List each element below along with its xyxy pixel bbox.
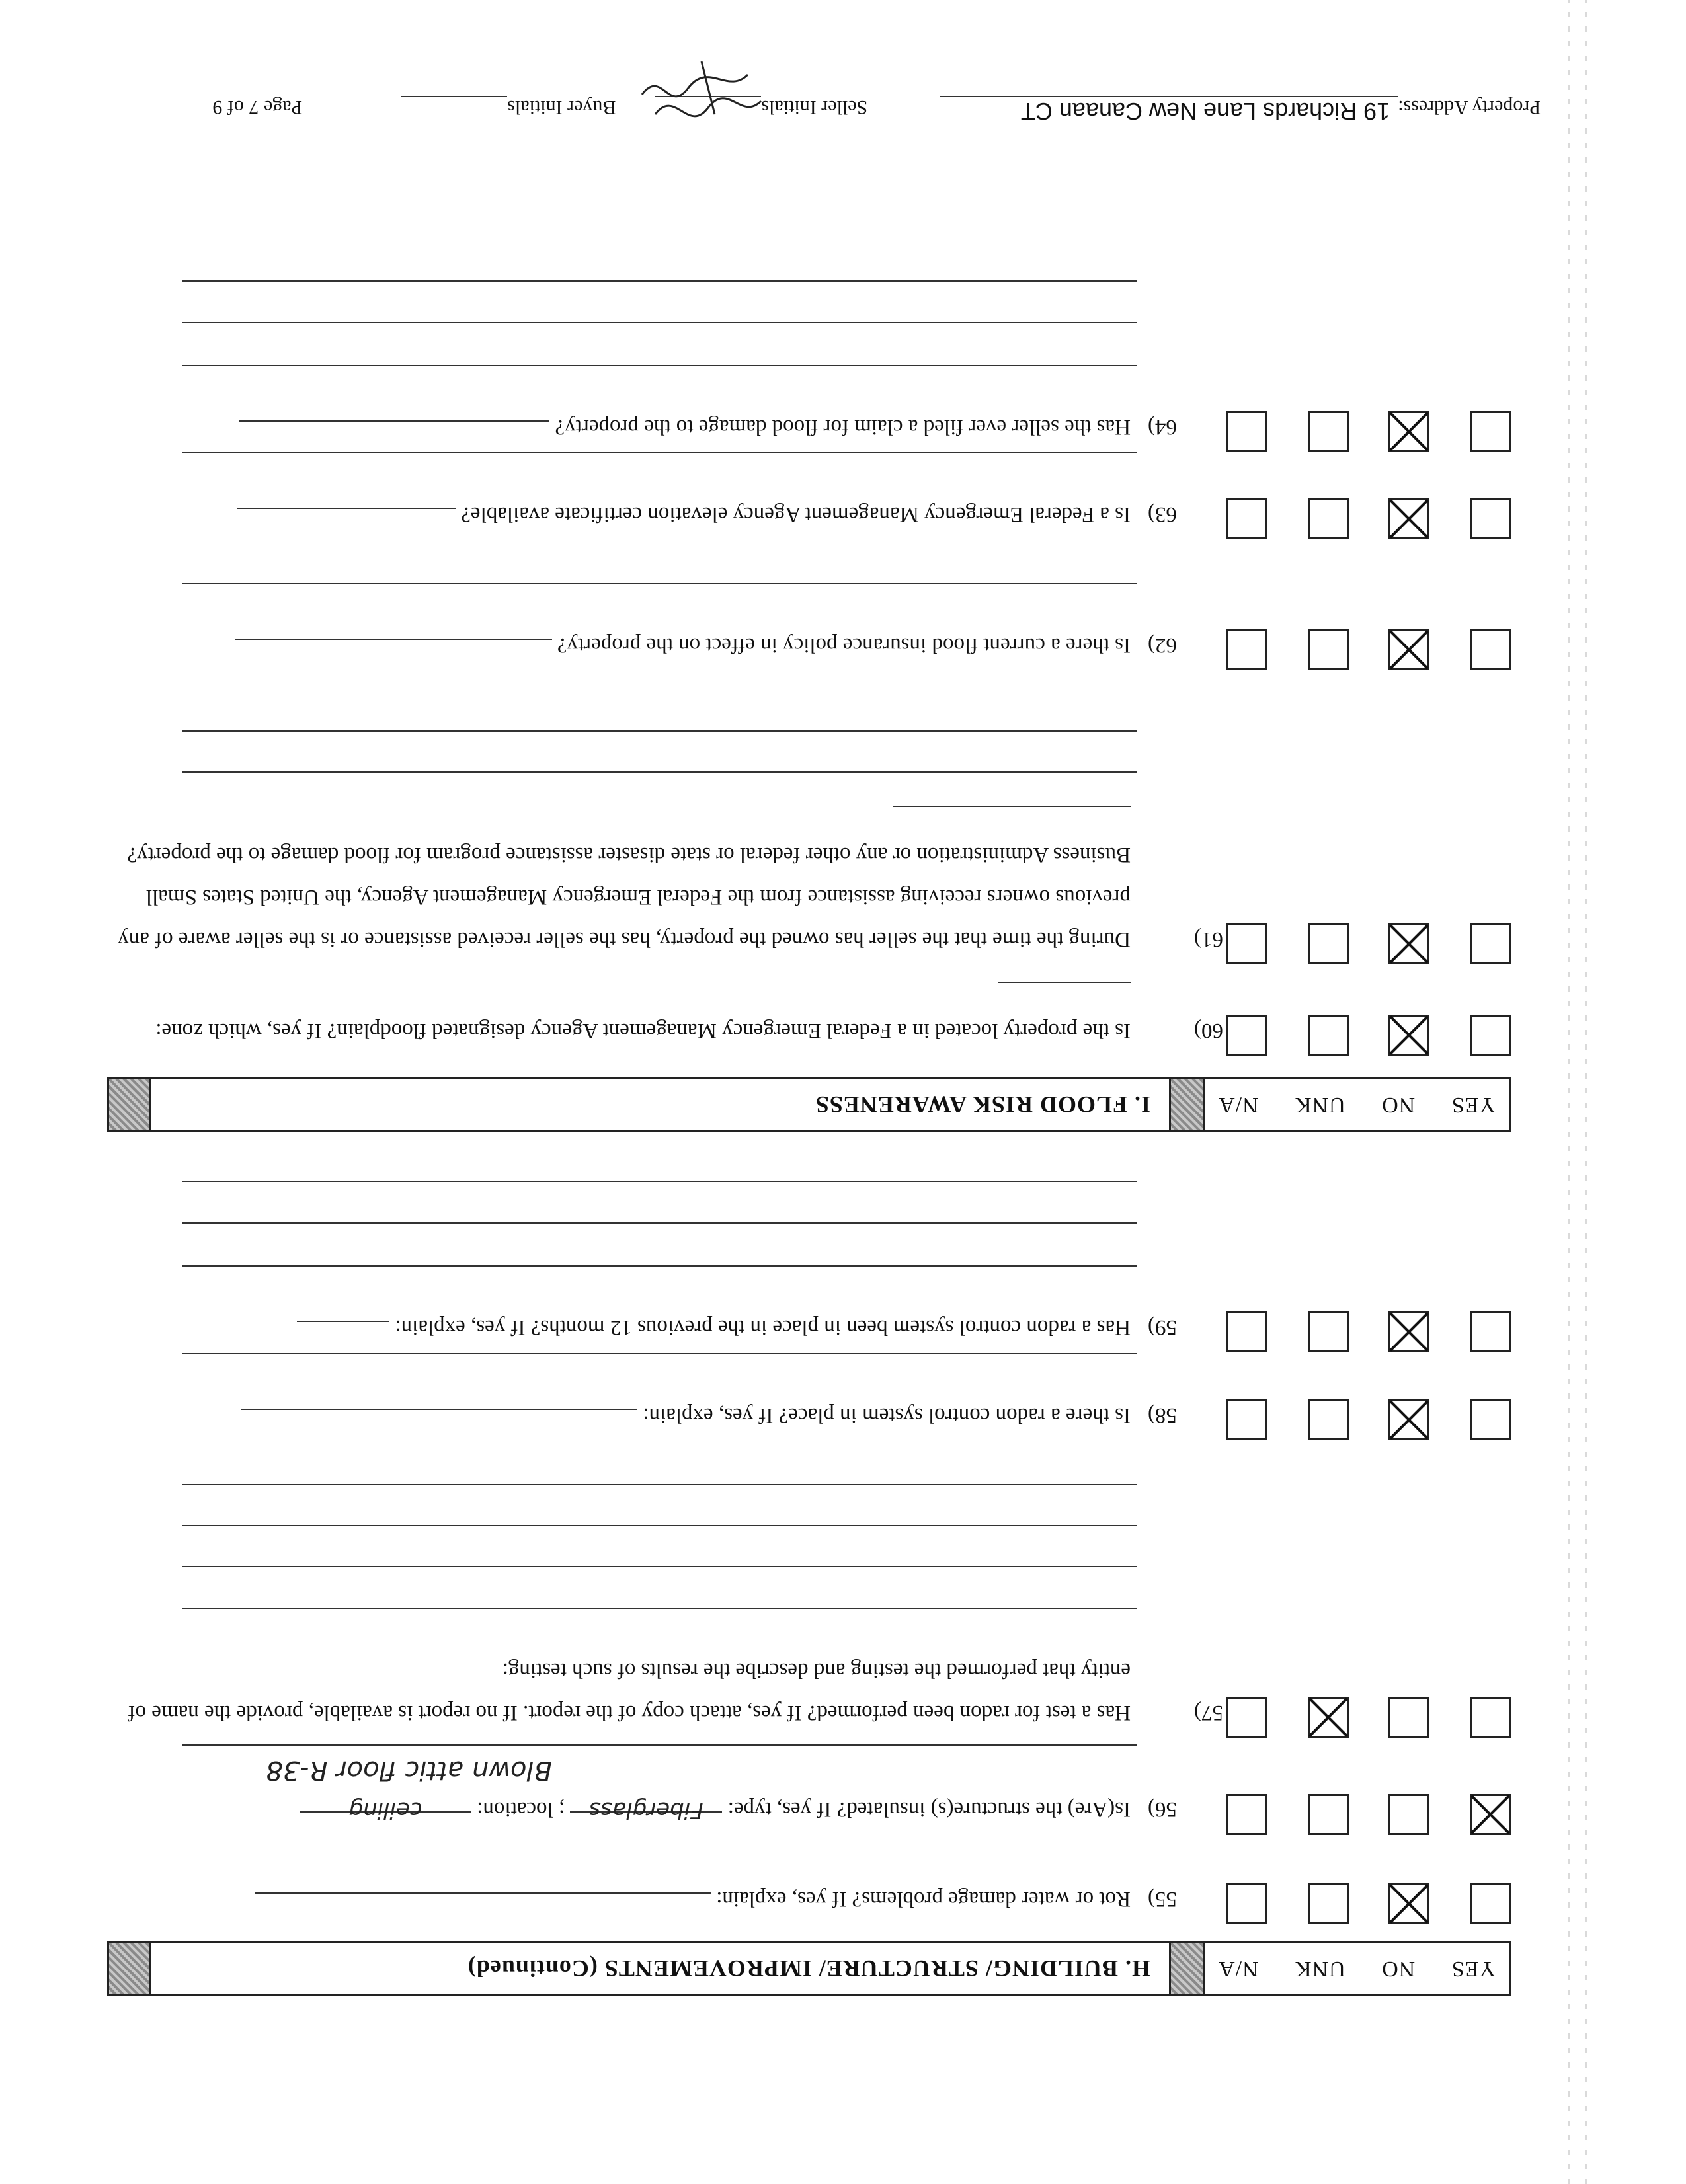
answer-blank[interactable]	[239, 420, 549, 440]
checkbox-yes[interactable]	[1470, 498, 1511, 539]
checkbox-yes[interactable]	[1470, 1311, 1511, 1352]
answer-line	[182, 730, 1137, 732]
section-title: H. BUILDING/ STRUCTURE/ IMPROVEMENTS (Continued)	[467, 1955, 1150, 1982]
checkbox-unk[interactable]	[1308, 1794, 1349, 1835]
checkbox-na[interactable]	[1226, 1883, 1267, 1924]
checkbox-yes[interactable]	[1470, 1697, 1511, 1738]
checkbox-unk[interactable]	[1308, 1697, 1349, 1738]
column-headers	[1205, 1079, 1509, 1130]
checkbox-no[interactable]	[1388, 923, 1429, 964]
section-title: I. FLOOD RISK AWARENESS	[815, 1091, 1150, 1118]
question-text: 62)Is there a current flood insurance policy in effect on the property?	[145, 624, 1177, 666]
buyer-initials-label: Buyer Initials	[507, 97, 616, 118]
answer-checkboxes	[1226, 1697, 1511, 1738]
answer-blank[interactable]	[998, 982, 1131, 1001]
checkbox-yes[interactable]	[1470, 411, 1511, 452]
checkbox-no[interactable]	[1388, 1794, 1429, 1835]
question-text: 64)Has the seller ever filed a claim for flood damage to the property?	[145, 406, 1177, 448]
checkbox-no[interactable]	[1388, 498, 1429, 539]
buyer-initials-field[interactable]	[401, 96, 507, 120]
seller-initials-field[interactable]	[655, 96, 761, 120]
scan-edge-line	[1568, 0, 1570, 2184]
question-text: 59)Has a radon control system been in place in the previous 12 months? If yes, explain:	[145, 1306, 1177, 1348]
column-headers	[1205, 1943, 1509, 1994]
section-h-header	[107, 1941, 1511, 1996]
page-footer	[106, 96, 1541, 125]
answer-blank[interactable]	[893, 806, 1131, 826]
checkbox-unk[interactable]	[1308, 411, 1349, 452]
checkbox-yes[interactable]	[1470, 1883, 1511, 1924]
checkbox-no[interactable]	[1388, 629, 1429, 670]
checkbox-unk[interactable]	[1308, 629, 1349, 670]
answer-line	[182, 1353, 1137, 1354]
answer-blank[interactable]	[241, 1409, 637, 1428]
seller-initials-signature	[635, 48, 768, 128]
answer-line	[182, 771, 1137, 773]
answer-line	[182, 1525, 1137, 1526]
answer-line	[182, 1608, 1137, 1609]
answer-line	[182, 1484, 1137, 1485]
question-text: 61)During the time that the seller has owned the property, has the seller received assistance or is the seller aware of any previous owners receiving assistance from the Federal Emergency Management Agency, the United States Small Business Administration or any other federal or state disaster assistance program for flood damage to the property?	[99, 791, 1177, 960]
checkbox-unk[interactable]	[1308, 1015, 1349, 1056]
checkbox-unk[interactable]	[1308, 498, 1349, 539]
checkbox-na[interactable]	[1226, 1794, 1267, 1835]
checkbox-no[interactable]	[1388, 1883, 1429, 1924]
checkbox-no[interactable]	[1388, 1311, 1429, 1352]
answer-line	[182, 1744, 1137, 1746]
checkbox-na[interactable]	[1226, 1399, 1267, 1440]
checkbox-yes[interactable]	[1470, 629, 1511, 670]
answer-blank[interactable]	[255, 1892, 711, 1912]
scan-edge-line	[1585, 0, 1587, 2184]
answer-blank[interactable]	[235, 639, 552, 658]
answer-line	[182, 1265, 1137, 1267]
checkbox-unk[interactable]	[1308, 1883, 1349, 1924]
checkbox-no[interactable]	[1388, 1399, 1429, 1440]
page-number: Page 7 of 9	[212, 97, 303, 118]
checkbox-no[interactable]	[1388, 411, 1429, 452]
answer-line	[182, 1566, 1137, 1567]
answer-checkboxes	[1226, 629, 1511, 670]
question-text: 57)Has a test for radon been performed? If yes, attach copy of the report. If no report is available, provide the name of entity that performed the testing and describe the results of such testing:	[128, 1658, 1223, 1725]
col-yes: YES	[1451, 1957, 1496, 1981]
checkbox-yes[interactable]	[1470, 1794, 1511, 1835]
question-text: 56)Is(Are) the structure(s) insulated? If yes, type: Fiberglass ; location: ceiling	[145, 1788, 1177, 1831]
col-na: N/A	[1218, 1093, 1259, 1117]
section-i-header	[107, 1077, 1511, 1132]
answer-line	[182, 583, 1137, 584]
answer-checkboxes	[1226, 1794, 1511, 1835]
checkbox-yes[interactable]	[1470, 1399, 1511, 1440]
answer-line	[182, 322, 1137, 323]
insulation-location-field[interactable]: ceiling	[300, 1811, 471, 1831]
col-no: NO	[1381, 1093, 1416, 1117]
checkbox-na[interactable]	[1226, 1697, 1267, 1738]
checkbox-na[interactable]	[1226, 923, 1267, 964]
checkbox-na[interactable]	[1226, 411, 1267, 452]
property-address: 19 Richards Lane New Canaan CT	[940, 96, 1398, 125]
col-unk: UNK	[1295, 1093, 1345, 1117]
checkbox-na[interactable]	[1226, 498, 1267, 539]
shaded-cell	[1169, 1943, 1205, 1994]
checkbox-na[interactable]	[1226, 629, 1267, 670]
insulation-type-field[interactable]: Fiberglass	[570, 1811, 722, 1831]
shaded-cell	[109, 1079, 151, 1130]
answer-checkboxes	[1226, 411, 1511, 452]
shaded-cell	[109, 1943, 151, 1994]
checkbox-unk[interactable]	[1308, 1311, 1349, 1352]
checkbox-na[interactable]	[1226, 1311, 1267, 1352]
seller-initials-label: Seller Initials	[761, 97, 868, 118]
answer-line	[182, 1181, 1137, 1182]
checkbox-no[interactable]	[1388, 1015, 1429, 1056]
checkbox-unk[interactable]	[1308, 1399, 1349, 1440]
checkbox-na[interactable]	[1226, 1015, 1267, 1056]
checkbox-yes[interactable]	[1470, 1015, 1511, 1056]
col-na: N/A	[1218, 1957, 1259, 1981]
answer-checkboxes	[1226, 1883, 1511, 1924]
answer-line	[182, 452, 1137, 453]
question-text: 63)Is a Federal Emergency Management Agency elevation certificate available?	[145, 493, 1177, 535]
checkbox-no[interactable]	[1388, 1697, 1429, 1738]
answer-line	[182, 280, 1137, 282]
answer-checkboxes	[1226, 1399, 1511, 1440]
answer-checkboxes	[1226, 498, 1511, 539]
answer-blank[interactable]	[297, 1321, 389, 1341]
question-text: 55)Rot or water damage problems? If yes, explain:	[145, 1878, 1177, 1920]
address-label: Property Address:	[1398, 97, 1541, 118]
checkbox-yes[interactable]	[1470, 923, 1511, 964]
answer-checkboxes	[1226, 923, 1511, 964]
col-yes: YES	[1451, 1093, 1496, 1117]
col-no: NO	[1381, 1957, 1416, 1981]
answer-blank[interactable]	[237, 508, 456, 527]
answer-line	[182, 1222, 1137, 1224]
question-text: 58)Is there a radon control system in place? If yes, explain:	[145, 1394, 1177, 1436]
handwritten-note: Blown attic floor R-38	[266, 1755, 552, 1785]
shaded-cell	[1169, 1079, 1205, 1130]
question-text: 60)Is the property located in a Federal Emergency Management Agency designated floodplain? If yes, which zone:	[99, 967, 1177, 1052]
checkbox-unk[interactable]	[1308, 923, 1349, 964]
answer-checkboxes	[1226, 1311, 1511, 1352]
answer-checkboxes	[1226, 1015, 1511, 1056]
answer-line	[182, 365, 1137, 366]
col-unk: UNK	[1295, 1957, 1345, 1981]
